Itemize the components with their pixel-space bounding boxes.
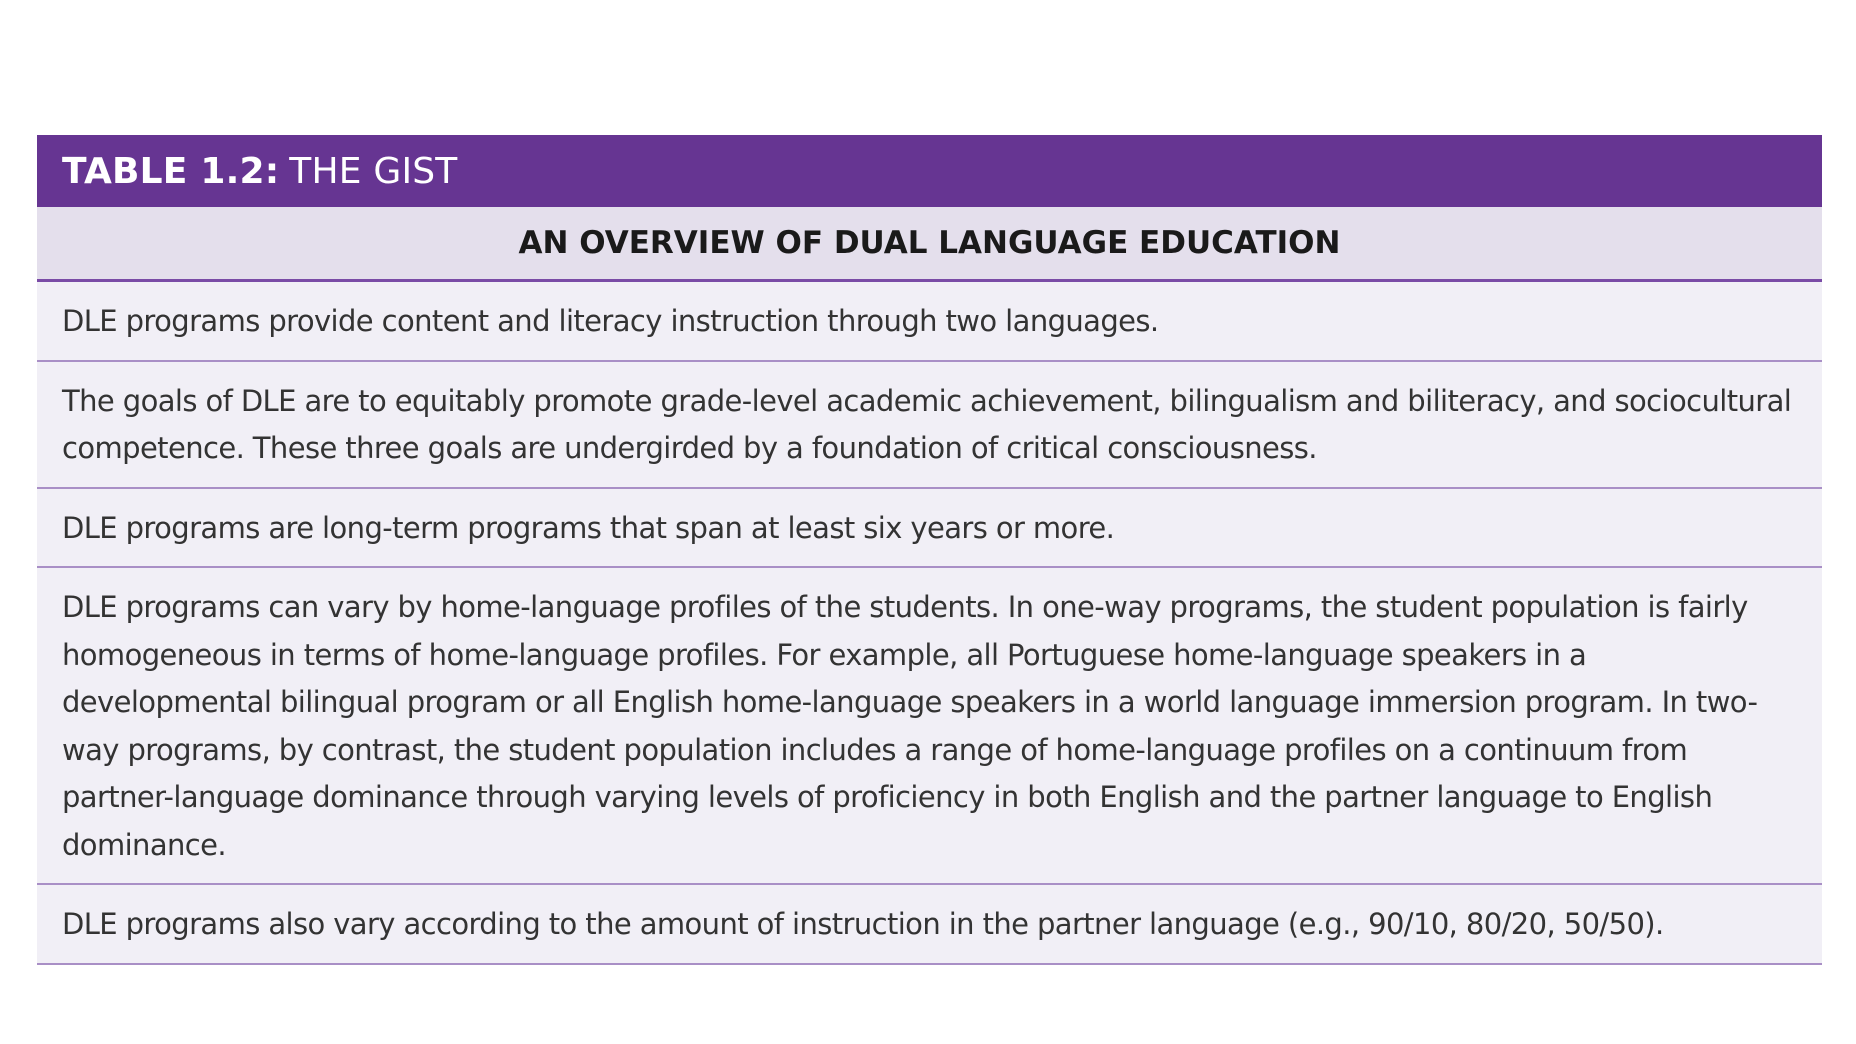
gist-table [37,135,1822,965]
table-row: DLE programs can vary by home-language profiles of the students. In one-way programs, the student population is fairly homogeneous in terms of home-language profiles. For example, all Portuguese home-language speakers in a developmental bilingual program or all English home-language speakers in a world language immersion program. In two-way programs, by contrast, the student population includes a range of home-language profiles on a continuum from partner-language dominance through varying levels of proficiency in both English and the partner language to English dominance. [37,568,1822,885]
table-row: DLE programs are long-term programs that span at least six years or more. [37,489,1822,569]
table-row: DLE programs also vary according to the amount of instruction in the partner language (e.g., 90/10, 80/20, 50/50). [37,885,1822,965]
table-number-label: TABLE 1.2: [62,150,280,192]
table-title: THE GIST [289,150,458,192]
table-title-bar [37,135,1822,207]
table-row: The goals of DLE are to equitably promote grade-level academic achievement, bilingualism and biliteracy, and sociocultural competence. These three goals are undergirded by a foundation of critical consciousness. [37,362,1822,489]
table-row: DLE programs provide content and literacy instruction through two languages. [37,282,1822,362]
table-body [37,282,1822,965]
table-column-header: AN OVERVIEW OF DUAL LANGUAGE EDUCATION [37,207,1822,282]
